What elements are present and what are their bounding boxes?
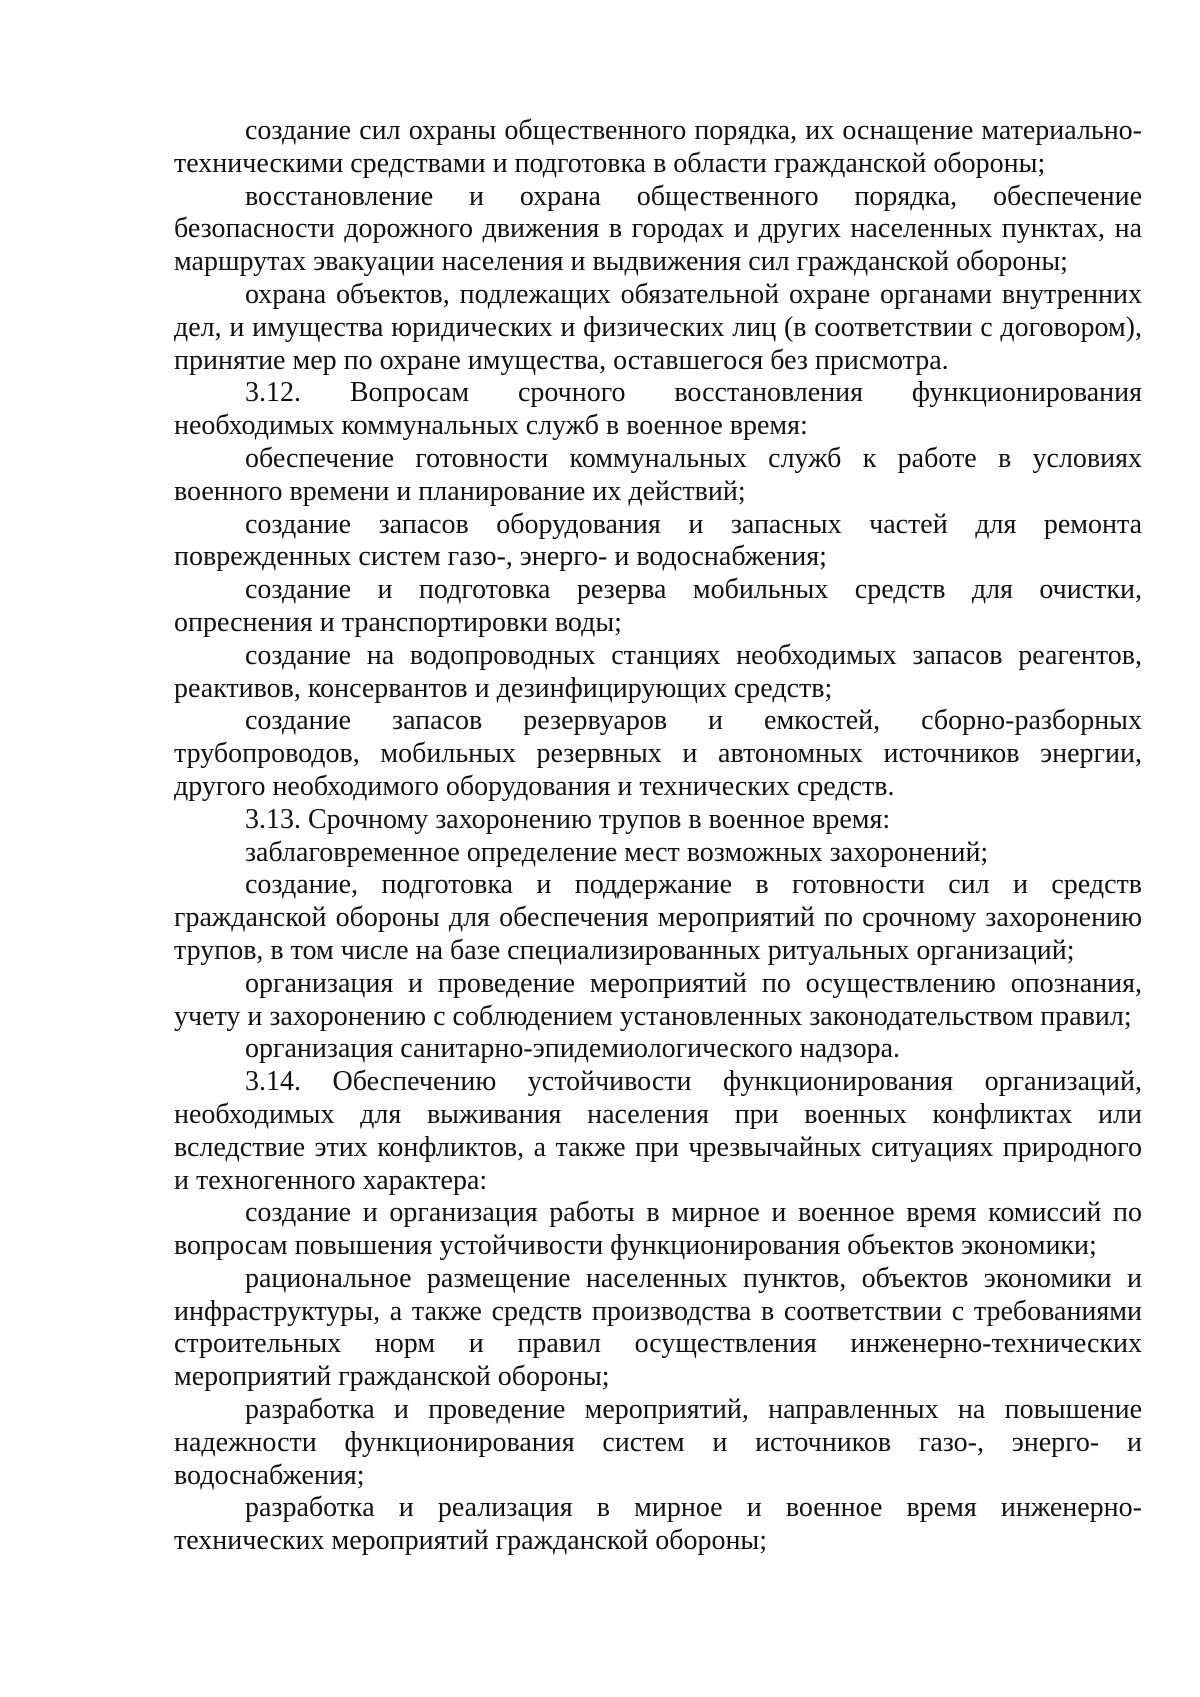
paragraph-reagent-reserves: создание на водопроводных станциях необходимых запасов реагентов, реактивов, консервантов и дезинфицирующих средств;	[174, 639, 1142, 704]
section-3-13-heading: 3.13. Срочному захоронению трупов в военное время:	[245, 803, 891, 835]
paragraph-object-protection: охрана объектов, подлежащих обязательной охране органами внутренних дел, и имущества юридических и физических лиц (в соответствии с договором), принятие мер по охране имущества, оставшегося без присмотра.	[174, 278, 1142, 376]
paragraph-supply-reliability: разработка и проведение мероприятий, направленных на повышение надежности функционирования систем и источников газо-, энерго- и водоснабжения;	[174, 1394, 1142, 1491]
document-body	[174, 115, 1142, 1558]
paragraph-burial-sites: заблаговременное определение мест возможных захоронений;	[245, 836, 989, 868]
paragraph-sanitary-supervision: организация санитарно-эпидемиологического надзора.	[245, 1033, 901, 1065]
paragraph-burial-forces: создание, подготовка и поддержание в готовности сил и средств гражданской обороны для обеспечения мероприятий по срочному захоронению трупов, в том числе на базе специализированных ритуальных организаций;	[174, 869, 1142, 966]
paragraph-equipment-reserves: создание запасов оборудования и запасных частей для ремонта поврежденных систем газо-, энерго- и водоснабжения;	[174, 508, 1142, 573]
paragraph-public-order-forces: создание сил охраны общественного порядка, их оснащение материально-техническими средствами и подготовка в области гражданской обороны;	[174, 115, 1142, 179]
paragraph-identification: организация и проведение мероприятий по осуществлению опознания, учету и захоронению с соблюдением установленных законодательством правил;	[174, 967, 1142, 1032]
paragraph-rational-placement: рациональное размещение населенных пунктов, объектов экономики и инфраструктуры, а также средств производства в соответствии с требованиями строительных норм и правил осуществления инженерно-технических мероприятий гражданской обороны;	[174, 1262, 1142, 1393]
paragraph-tank-reserves: создание запасов резервуаров и емкостей, сборно-разборных трубопроводов, мобильных резервных и автономных источников энергии, другого необходимого оборудования и технических средств.	[174, 705, 1142, 802]
section-3-12-heading: 3.12. Вопросам срочного восстановления функционирования необходимых коммунальных служб в военное время:	[174, 377, 1142, 442]
paragraph-mobile-water-reserve: создание и подготовка резерва мобильных средств для очистки, опреснения и транспортировки воды;	[174, 574, 1142, 638]
section-3-14-heading: 3.14. Обеспечению устойчивости функционирования организаций, необходимых для выживания населения при военных конфликтах или вследствие этих конфликтов, а также при чрезвычайных ситуациях природного и техногенного характера:	[174, 1066, 1142, 1196]
paragraph-engineering-measures: разработка и реализация в мирное и военное время инженерно-технических мероприятий гражданской обороны;	[174, 1492, 1142, 1557]
paragraph-communal-readiness: обеспечение готовности коммунальных служб к работе в условиях военного времени и планирование их действий;	[174, 442, 1142, 507]
paragraph-public-order-restoration: восстановление и охрана общественного порядка, обеспечение безопасности дорожного движения в городах и других населенных пунктах, на маршрутах эвакуации населения и выдвижения сил гражданской обороны;	[174, 180, 1142, 278]
paragraph-stability-commissions: создание и организация работы в мирное и военное время комиссий по вопросам повышения устойчивости функционирования объектов экономики;	[174, 1197, 1142, 1262]
